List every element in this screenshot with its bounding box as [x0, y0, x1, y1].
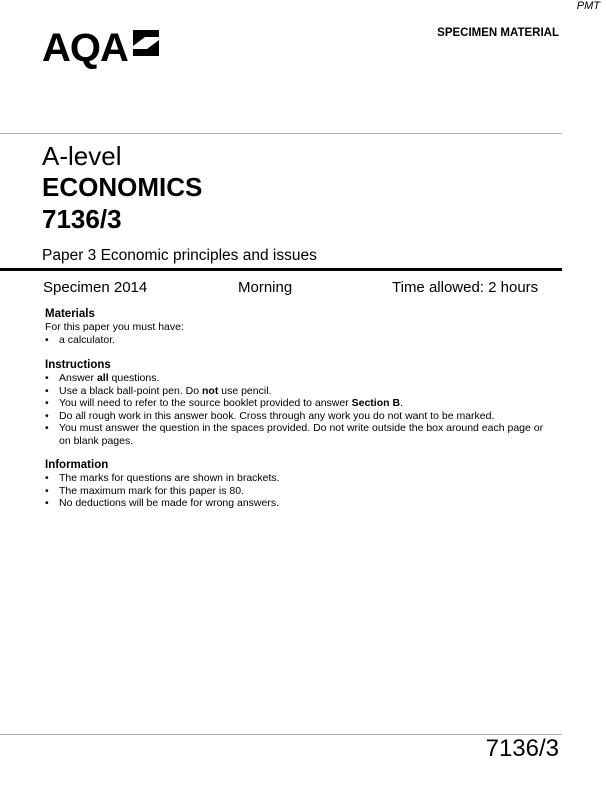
information-list: [45, 472, 545, 510]
list-item: • Answer all questions.: [45, 372, 545, 385]
aqa-logo-mark-icon: [131, 28, 161, 58]
session-time-allowed: Time allowed: 2 hours: [392, 279, 539, 296]
materials-list: [45, 334, 545, 347]
paper-title: Paper 3 Economic principles and issues: [42, 247, 317, 264]
paper-code: 7136/3: [42, 204, 122, 234]
list-item: • You must answer the question in the spaces provided. Do not write outside the box around each page or on blank pages.: [45, 422, 545, 447]
list-item: • a calculator.: [45, 334, 545, 347]
list-item: • You will need to refer to the source booklet provided to answer Section B.: [45, 397, 545, 410]
materials-heading: Materials: [45, 308, 95, 320]
footer-divider: [0, 734, 562, 735]
materials-intro: For this paper you must have:: [45, 321, 184, 333]
session-time-of-day: Morning: [238, 279, 293, 296]
list-item: • The marks for questions are shown in brackets.: [45, 472, 545, 485]
level-title: A-level: [42, 141, 122, 171]
list-item: • Do all rough work in this answer book. Cross through any work you do not want to be marked.: [45, 410, 545, 423]
header-divider: [0, 133, 562, 134]
title-divider: [0, 268, 562, 271]
logo-text: AQA: [42, 26, 128, 70]
specimen-material-label: SPECIMEN MATERIAL: [437, 27, 559, 39]
list-item: • The maximum mark for this paper is 80.: [45, 485, 545, 498]
subject-title: ECONOMICS: [42, 172, 203, 202]
aqa-logo: [42, 26, 161, 70]
information-heading: Information: [45, 459, 109, 471]
list-item: • Use a black ball-point pen. Do not use pencil.: [45, 385, 545, 398]
footer-paper-code: 7136/3: [485, 735, 559, 762]
pmt-label: PMT: [576, 0, 600, 12]
instructions-heading: Instructions: [45, 359, 111, 371]
list-item: • No deductions will be made for wrong answers.: [45, 497, 545, 510]
session-specimen: Specimen 2014: [43, 279, 148, 296]
instructions-list: [45, 372, 545, 448]
